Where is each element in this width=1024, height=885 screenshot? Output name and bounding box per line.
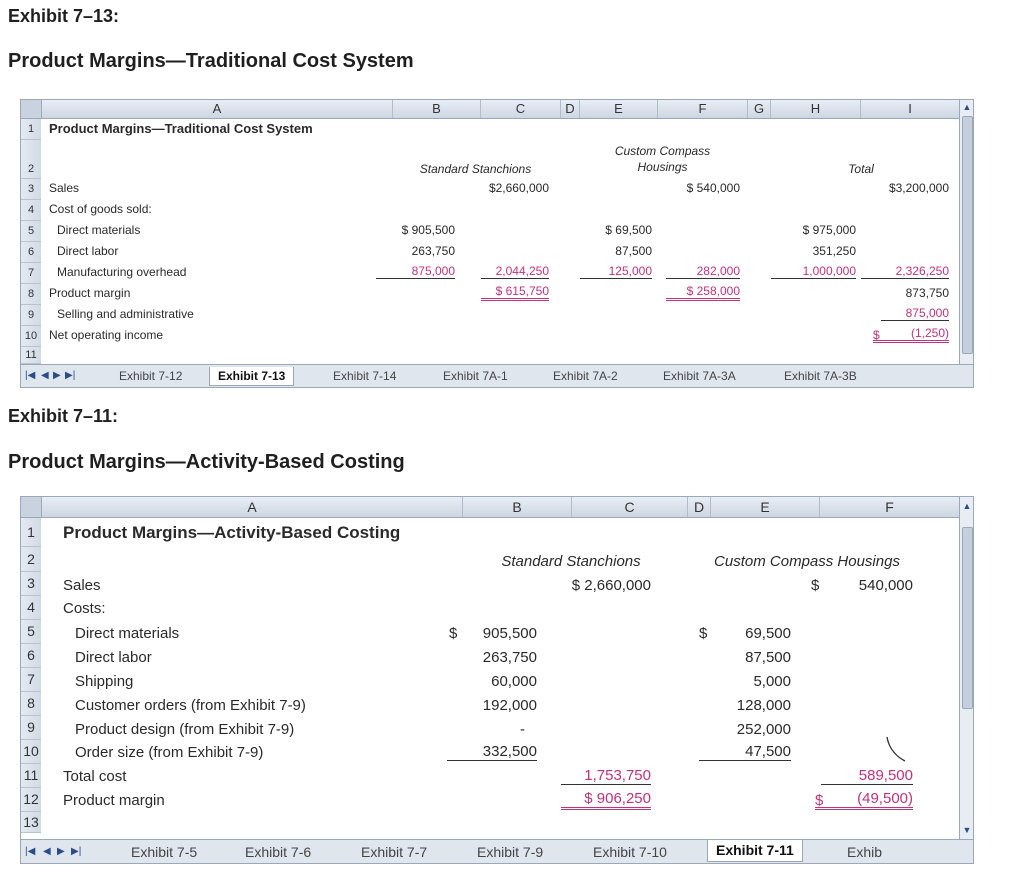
sheet-tab-bar [21,364,973,387]
row-number[interactable]: 10 [21,326,41,347]
std-overhead: 875,000 [376,264,455,279]
select-all-corner[interactable] [21,497,42,517]
col-header-i[interactable]: I [861,100,960,118]
exhibit-label-7-11: Exhibit 7–11: [8,406,119,426]
sheet-tab-exhibit-7a-3a[interactable]: Exhibit 7A-3A [663,369,736,383]
std-product-design: - [520,721,525,738]
std-dm-dollar: $ [449,625,458,642]
std-direct-labor: 263,750 [482,649,537,666]
sheet-tab-exhibit-7a-2[interactable]: Exhibit 7A-2 [553,369,618,383]
label-selling-admin: Selling and administrative [57,307,194,321]
tab-nav-next-icon[interactable]: ▶ [53,370,61,381]
std-sales: $ 2,660,000 [571,577,651,594]
tab-nav-prev-icon[interactable]: ◀ [43,846,51,857]
std-direct-labor: 263,750 [411,244,455,258]
total-cogs: 2,326,250 [861,264,949,279]
tab-nav-last-icon[interactable]: ▶| [71,846,82,857]
column-header-row [21,100,959,119]
row-number[interactable]: 8 [21,692,41,716]
row-number[interactable]: 9 [21,305,41,326]
std-sales: $2,660,000 [488,181,549,195]
section-title-abc: Product Margins—Activity-Based Costing [8,451,405,473]
std-product-margin: $ 615,750 [481,284,549,301]
scroll-thumb[interactable] [962,527,973,709]
std-product-margin: $ 906,250 [561,790,651,810]
scroll-thumb[interactable] [962,116,973,354]
col-header-g[interactable]: G [748,100,771,118]
col-header-e[interactable]: E [580,100,658,118]
sheet-tab-exhibit-7-14[interactable]: Exhibit 7-14 [333,369,397,383]
row-number[interactable]: 3 [21,572,41,596]
custom-overhead: 125,000 [580,264,652,279]
row-number[interactable]: 13 [21,812,41,833]
row-number[interactable]: 5 [21,221,41,242]
std-direct-materials: 905,500 [482,625,537,642]
scroll-up-icon[interactable]: ▲ [962,501,972,511]
row-number[interactable]: 6 [21,644,41,668]
row-number[interactable]: 6 [21,242,41,263]
total-net-operating-income: (1,250) [873,326,949,343]
label-direct-materials: Direct materials [75,625,180,642]
tab-nav-first-icon[interactable]: |◀ [25,846,36,857]
label-product-margin: Product margin [49,286,131,300]
col-header-b[interactable]: B [393,100,481,118]
label-customer-orders: Customer orders (from Exhibit 7-9) [75,697,306,714]
row-number[interactable]: 8 [21,284,41,305]
header-total: Total [848,162,874,176]
custom-direct-materials: $ 69,500 [605,223,652,237]
tab-nav-prev-icon[interactable]: ◀ [41,370,49,381]
handwritten-mark-icon [883,735,909,765]
row-number[interactable]: 9 [21,716,41,740]
total-selling-admin: 875,000 [881,306,949,321]
row-number[interactable]: 10 [21,740,41,764]
header-housings: Housings [637,160,688,174]
total-overhead: 1,000,000 [771,264,856,279]
total-product-margin: 873,750 [905,286,949,300]
std-cogs-total: 2,044,250 [481,264,549,279]
col-header-c[interactable]: C [572,497,688,517]
label-sales: Sales [63,577,101,594]
std-order-size: 332,500 [447,743,537,761]
tab-nav-first-icon[interactable]: |◀ [25,370,36,381]
label-direct-labor: Direct labor [75,649,152,666]
row-number[interactable]: 7 [21,263,41,284]
row-number[interactable]: 2 [21,140,41,179]
row-number[interactable]: 2 [21,547,41,572]
vertical-scrollbar[interactable] [959,100,974,364]
custom-sales: $ 540,000 [686,181,740,195]
row-number[interactable]: 12 [21,788,41,812]
row-number[interactable]: 3 [21,179,41,200]
scroll-up-icon[interactable]: ▲ [962,102,972,112]
custom-product-margin: (49,500) [815,790,913,810]
sheet-tab-exhib-truncated[interactable]: Exhib [847,844,883,860]
sheet-tab-exhibit-7-10[interactable]: Exhibit 7-10 [593,844,667,860]
section-title-traditional: Product Margins—Traditional Cost System [8,50,414,72]
label-costs: Costs: [63,600,106,617]
std-customer-orders: 192,000 [482,697,537,714]
header-custom-compass-housings: Custom Compass Housings [714,553,900,570]
col-header-h[interactable]: H [771,100,861,118]
sheet-tab-exhibit-7-11[interactable]: Exhibit 7-11 [707,840,803,862]
label-manufacturing-overhead: Manufacturing overhead [57,265,187,279]
total-noi-dollar: $ [873,328,880,342]
sheet-tab-exhibit-7a-1[interactable]: Exhibit 7A-1 [443,369,508,383]
total-sales: $3,200,000 [888,181,949,195]
col-header-b[interactable]: B [463,497,572,517]
sheet-title: Product Margins—Activity-Based Costing [63,523,401,542]
sheet-tab-exhibit-7-13[interactable]: Exhibit 7-13 [209,367,294,386]
row-number[interactable]: 1 [21,119,41,140]
col-header-d[interactable]: D [561,100,580,118]
sheet-tab-exhibit-7a-3b[interactable]: Exhibit 7A-3B [784,369,857,383]
label-direct-labor: Direct labor [57,244,119,258]
select-all-corner[interactable] [21,100,42,118]
row-number[interactable]: 4 [21,596,41,620]
sheet-tab-exhibit-7-9[interactable]: Exhibit 7-9 [477,844,544,860]
custom-dm-dollar: $ [699,625,708,642]
total-direct-labor: 351,250 [812,244,856,258]
sheet-tab-exhibit-7-6[interactable]: Exhibit 7-6 [245,844,312,860]
row-number[interactable]: 1 [21,518,41,547]
std-direct-materials: $ 905,500 [401,223,455,237]
col-header-a[interactable]: A [42,497,463,517]
sheet-tab-exhibit-7-7[interactable]: Exhibit 7-7 [361,844,428,860]
custom-total-cost: 589,500 [821,767,913,785]
custom-order-size: 47,500 [699,743,791,761]
col-header-d[interactable]: D [688,497,711,517]
custom-direct-materials: 69,500 [745,625,791,642]
tab-nav-last-icon[interactable]: ▶| [65,370,76,381]
row-number[interactable]: 7 [21,668,41,692]
exhibit-label-7-13: Exhibit 7–13: [8,6,120,26]
label-net-operating-income: Net operating income [49,328,164,342]
row-number[interactable]: 4 [21,200,41,221]
label-sales: Sales [49,181,80,195]
label-product-margin: Product margin [63,792,165,809]
sheet-tab-exhibit-7-12[interactable]: Exhibit 7-12 [119,369,183,383]
tab-nav-next-icon[interactable]: ▶ [57,846,65,857]
col-header-a[interactable]: A [42,100,393,118]
total-direct-materials: $ 975,000 [802,223,856,237]
col-header-f[interactable]: F [658,100,748,118]
col-header-c[interactable]: C [481,100,561,118]
sheet-tab-bar [21,839,973,864]
label-direct-materials: Direct materials [57,223,141,237]
custom-direct-labor: 87,500 [745,649,791,666]
sheet-tab-exhibit-7-5[interactable]: Exhibit 7-5 [131,844,198,860]
row-number[interactable]: 11 [21,764,41,788]
custom-cogs-total: 282,000 [666,264,740,279]
custom-shipping: 5,000 [753,673,791,690]
spreadsheet-traditional [20,99,974,388]
label-shipping: Shipping [75,673,134,690]
header-standard-stanchions: Standard Stanchions [419,162,532,176]
row-number[interactable]: 11 [21,347,41,364]
custom-sales-dollar: $ [811,577,820,594]
sheet-title: Product Margins—Traditional Cost System [49,121,313,136]
label-cogs: Cost of goods sold: [49,202,152,216]
row-number[interactable]: 5 [21,620,41,644]
column-header-row [21,497,959,518]
col-header-e[interactable]: E [711,497,820,517]
custom-product-margin: $ 258,000 [666,284,740,301]
vertical-scrollbar[interactable] [959,497,974,839]
custom-product-design: 252,000 [736,721,791,738]
label-total-cost: Total cost [63,768,127,785]
custom-margin-dollar: $ [815,792,824,809]
col-header-f[interactable]: F [820,497,960,517]
custom-sales: 540,000 [858,577,913,594]
std-shipping: 60,000 [491,673,537,690]
std-total-cost: 1,753,750 [561,767,651,785]
scroll-down-icon[interactable]: ▼ [962,825,972,835]
header-custom-compass: Custom Compass [614,144,711,158]
header-standard-stanchions: Standard Stanchions [501,553,641,570]
label-order-size: Order size (from Exhibit 7-9) [75,744,264,761]
custom-customer-orders: 128,000 [736,697,791,714]
custom-direct-labor: 87,500 [615,244,652,258]
label-product-design: Product design (from Exhibit 7-9) [75,721,295,738]
spreadsheet-abc [20,496,974,864]
